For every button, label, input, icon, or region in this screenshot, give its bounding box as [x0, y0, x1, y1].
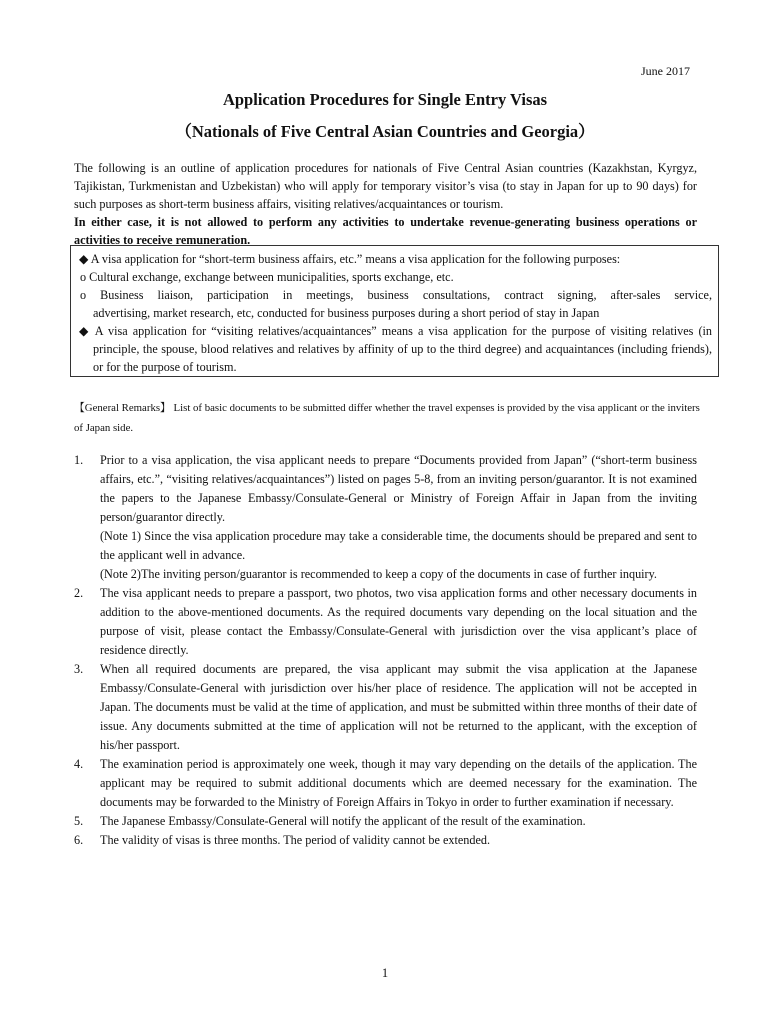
step-item [74, 755, 697, 812]
definition-business: ◆ A visa application for “short-term business affairs, etc.” means a visa application for the following purposes: [79, 252, 621, 266]
document-subtitle: （Nationals of Five Central Asian Countries and Georgia） [175, 122, 595, 141]
note-1-text: (Note 1) Since the visa application procedure may take a considerable time, the documents should be prepared and sent to the applicant well in advance. [100, 529, 697, 562]
definition-sub-cultural: o Cultural exchange, exchange between municipalities, sports exchange, etc. [80, 270, 454, 284]
bold-notice: In either case, it is not allowed to perform any activities to undertake revenue-generating business operations or activities to receive remuneration. [74, 215, 697, 247]
step-item [74, 812, 697, 831]
note-item [74, 565, 697, 584]
note-2 [100, 565, 697, 584]
step-text: Prior to a visa application, the visa applicant needs to prepare “Documents provided from Japan” (“short-term business affairs, etc.”, “visiting relatives/acquaintances”) listed on pages 5-8, from an inviting person/guarantor. It is not examined the papers to the Japanese Embassy/Consulate-General or Ministry of Foreign Affair in Japan from the inviting person/guarantor directly. [100, 453, 697, 524]
step-number: 5. [74, 814, 84, 828]
step-item [74, 831, 697, 850]
step-number: 1. [74, 453, 84, 467]
step-text: When all required documents are prepared, the visa applicant may submit the visa application at the Japanese Embassy/Consulate-General with jurisdiction over his/her place of residence. The application will not be accepted in Japan. The documents must be valid at the time of application, and must be submitted within three months of their date of issue. Any documents submitted at the time of application will not be returned to the applicant, with the exception of his/her passport. [100, 662, 697, 752]
step-number: 2. [74, 586, 84, 600]
definition-sub-business-line1: o Business liaison, participation in meetings, business consultations, contract signing, after-sales service, [80, 288, 712, 302]
note-2-text: (Note 2)The inviting person/guarantor is recommended to keep a copy of the documents in case of further inquiry. [100, 567, 657, 581]
step-item [74, 660, 697, 755]
intro-section [74, 159, 697, 249]
document-title: Application Procedures for Single Entry Visas [222, 90, 548, 109]
step-text: The validity of visas is three months. The period of validity cannot be extended. [100, 833, 491, 847]
page-number: 1 [381, 966, 389, 980]
step-number: 4. [74, 757, 84, 771]
intro-paragraph: The following is an outline of application procedures for nationals of Five Central Asian countries (Kazakhstan, Kyrgyz, Tajikistan, Turkmenistan and Uzbekistan) who will apply for temporary visitor’s visa (to stay in Japan for up to 90 days) for such purposes as short-term business affairs, visiting relatives/acquaintances or tourism. [74, 161, 697, 211]
note-1 [100, 527, 697, 565]
general-remarks: 【General Remarks】 List of basic documents to be submitted differ whether the travel expenses is provided by the visa applicant or the inviters of Japan side. [74, 402, 700, 434]
step-number: 3. [74, 662, 84, 676]
definition-visiting: ◆ A visa application for “visiting relatives/acquaintances” means a visa application for the purpose of visiting relatives (in principle, the spouse, blood relatives and relatives by affinity of up to the third degree) and acquaintances (including friends), or for the purpose of tourism. [79, 324, 712, 374]
step-item [74, 584, 697, 660]
definitions-box [70, 245, 719, 377]
note-item [74, 527, 697, 565]
step-number: 6. [74, 833, 84, 847]
procedure-steps [74, 451, 697, 850]
step-text: The Japanese Embassy/Consulate-General will notify the applicant of the result of the examination. [100, 814, 586, 828]
step-text: The visa applicant needs to prepare a passport, two photos, two visa application forms and other necessary documents in addition to the above-mentioned documents. As the required documents vary depending on the local situation and the purpose of visit, please contact the Embassy/Consulate-General with jurisdiction over the visa applicant’s place of residence directly. [100, 586, 697, 657]
definition-sub-business-line2: advertising, market research, etc, conducted for business purposes during a short period of stay in Japan [93, 306, 600, 320]
step-item [74, 451, 697, 527]
document-date: June 2017 [641, 64, 690, 78]
step-text: The examination period is approximately one week, though it may vary depending on the details of the application. The applicant may be required to submit additional documents which are deemed necessary for the examination. The documents may be forwarded to the Ministry of Foreign Affairs in Tokyo in order to further examination if necessary. [100, 757, 697, 809]
